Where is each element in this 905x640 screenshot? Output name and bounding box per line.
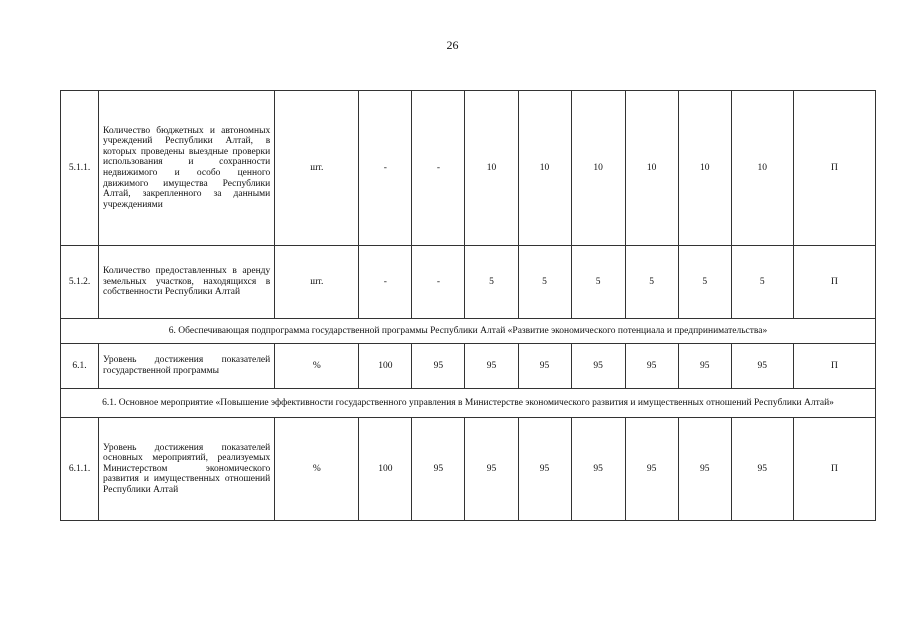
value-cell: 10 <box>678 91 731 246</box>
value-cell: 95 <box>412 418 465 521</box>
unit-cell: % <box>275 344 359 389</box>
row-number: 5.1.1. <box>61 91 99 246</box>
value-cell: 95 <box>571 418 625 521</box>
value-cell: 10 <box>571 91 625 246</box>
value-cell: 95 <box>465 344 518 389</box>
indicator-name: Количество предоставленных в аренду земельных участков, находящихся в собственности Республики Алтай <box>99 246 275 319</box>
section-row <box>61 319 876 344</box>
row-number: 6.1. <box>61 344 99 389</box>
value-cell: 10 <box>731 91 793 246</box>
unit-cell: % <box>275 418 359 521</box>
value-cell: 100 <box>359 418 412 521</box>
value-cell: 95 <box>412 344 465 389</box>
value-cell: 95 <box>571 344 625 389</box>
type-code-cell: П <box>793 418 875 521</box>
value-cell: 5 <box>678 246 731 319</box>
value-cell: 95 <box>678 418 731 521</box>
value-cell: 100 <box>359 344 412 389</box>
value-cell: 95 <box>625 344 678 389</box>
unit-cell: шт. <box>275 91 359 246</box>
value-cell: 10 <box>625 91 678 246</box>
value-cell: 10 <box>465 91 518 246</box>
row-number: 6.1.1. <box>61 418 99 521</box>
value-cell: 95 <box>731 418 793 521</box>
value-cell: 95 <box>731 344 793 389</box>
indicator-name: Уровень достижения показателей основных мероприятий, реализуемых Министерством экономического развития и имущественных отношений Республики Алтай <box>99 418 275 521</box>
value-cell: 95 <box>518 344 571 389</box>
section-row <box>61 389 876 418</box>
value-cell: - <box>359 91 412 246</box>
type-code-cell: П <box>793 91 875 246</box>
type-code-cell: П <box>793 246 875 319</box>
table-row <box>61 91 876 246</box>
row-number: 5.1.2. <box>61 246 99 319</box>
value-cell: - <box>412 91 465 246</box>
value-cell: 5 <box>465 246 518 319</box>
section-heading: 6. Обеспечивающая подпрограмма государственной программы Республики Алтай «Развитие экономического потенциала и предпринимательства» <box>61 319 876 344</box>
table-row <box>61 344 876 389</box>
type-code-cell: П <box>793 344 875 389</box>
value-cell: 10 <box>518 91 571 246</box>
value-cell: 5 <box>518 246 571 319</box>
value-cell: - <box>412 246 465 319</box>
value-cell: 95 <box>465 418 518 521</box>
value-cell: 5 <box>731 246 793 319</box>
unit-cell: шт. <box>275 246 359 319</box>
section-heading: 6.1. Основное мероприятие «Повышение эффективности государственного управления в Министерстве экономического развития и имущественных отношений Республики Алтай» <box>61 389 876 418</box>
value-cell: - <box>359 246 412 319</box>
value-cell: 95 <box>518 418 571 521</box>
indicators-table <box>60 90 876 521</box>
indicator-name: Уровень достижения показателей государственной программы <box>99 344 275 389</box>
table-row <box>61 246 876 319</box>
value-cell: 5 <box>571 246 625 319</box>
value-cell: 95 <box>625 418 678 521</box>
page-number: 26 <box>446 38 459 52</box>
indicator-name: Количество бюджетных и автономных учреждений Республики Алтай, в которых проведены выездные проверки использования и сохранности недвижимого и особо ценного движимого имущества Республики Алтай, закрепленного за данными учреждениями <box>99 91 275 246</box>
value-cell: 95 <box>678 344 731 389</box>
value-cell: 5 <box>625 246 678 319</box>
table-row <box>61 418 876 521</box>
